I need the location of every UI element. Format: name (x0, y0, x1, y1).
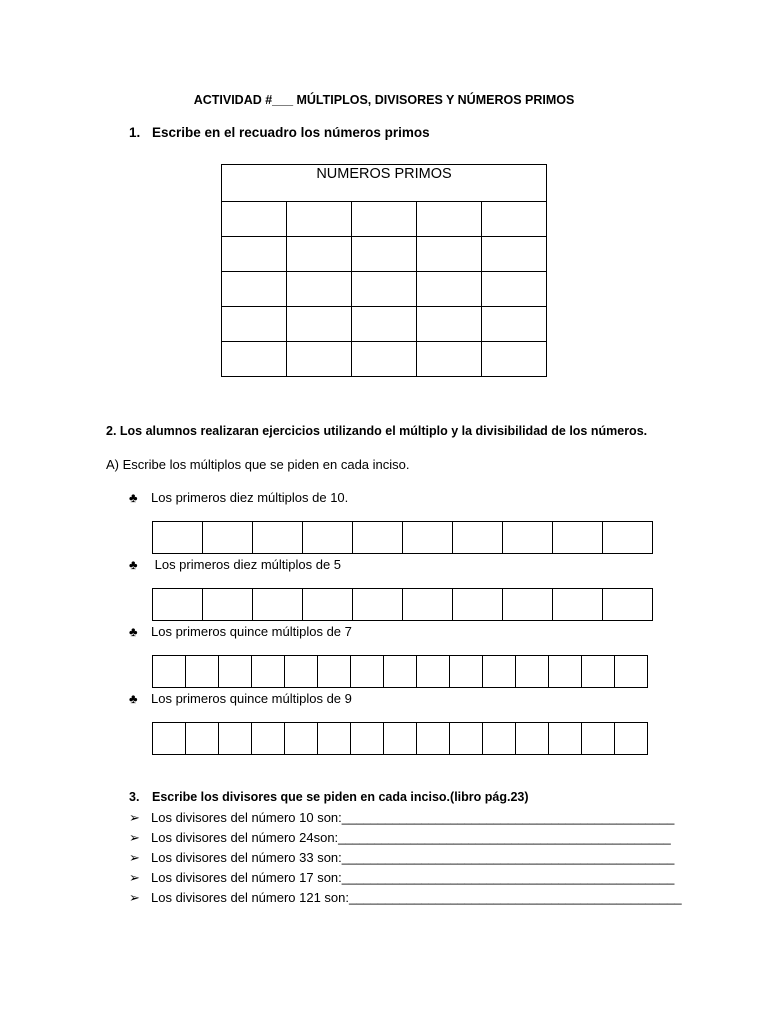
multiple-answer-cell[interactable] (351, 656, 384, 688)
multiple-answer-cell[interactable] (303, 589, 353, 621)
multiple-answer-cell[interactable] (253, 522, 303, 554)
multiple-answer-cell[interactable] (303, 522, 353, 554)
multiple-answer-cell[interactable] (553, 589, 603, 621)
divisors-item: Los divisores del número 17 son:______________________________________________ (151, 870, 675, 885)
multiple-answer-cell[interactable] (553, 522, 603, 554)
prime-answer-cell[interactable] (287, 202, 352, 237)
multiples-grid (152, 521, 653, 554)
arrow-icon: ➢ (129, 810, 140, 825)
prime-answer-cell[interactable] (417, 202, 482, 237)
multiple-answer-cell[interactable] (186, 656, 219, 688)
multiple-answer-cell[interactable] (384, 723, 417, 755)
prime-answer-cell[interactable] (482, 307, 547, 342)
prime-answer-cell[interactable] (352, 237, 417, 272)
primes-table-header: NUMEROS PRIMOS (222, 165, 547, 202)
prime-answer-cell[interactable] (222, 202, 287, 237)
multiple-answer-cell[interactable] (153, 723, 186, 755)
prime-answer-cell[interactable] (482, 202, 547, 237)
prime-answer-cell[interactable] (287, 272, 352, 307)
divisors-item: Los divisores del número 33 son:______________________________________________ (151, 850, 675, 865)
question-3-number: 3. (129, 790, 140, 804)
section-a-instruction: A) Escribe los múltiplos que se piden en cada inciso. (106, 457, 410, 472)
multiple-answer-cell[interactable] (615, 656, 648, 688)
prime-answer-cell[interactable] (222, 272, 287, 307)
divisors-item: Los divisores del número 121 son:______________________________________________ (151, 890, 682, 905)
club-icon: ♣ (129, 490, 138, 505)
arrow-icon: ➢ (129, 890, 140, 905)
multiple-answer-cell[interactable] (582, 656, 615, 688)
prime-answer-cell[interactable] (352, 342, 417, 377)
club-icon: ♣ (129, 557, 138, 572)
page-title: ACTIVIDAD #___ MÚLTIPLOS, DIVISORES Y NÚMEROS PRIMOS (193, 93, 575, 107)
question-3-heading (129, 790, 529, 804)
multiple-answer-cell[interactable] (453, 589, 503, 621)
multiple-answer-cell[interactable] (203, 589, 253, 621)
question-3-text: Escribe los divisores que se piden en cada inciso.(libro pág.23) (152, 790, 529, 804)
prime-answer-cell[interactable] (417, 272, 482, 307)
multiple-answer-cell[interactable] (417, 723, 450, 755)
multiple-answer-cell[interactable] (318, 723, 351, 755)
multiple-answer-cell[interactable] (252, 723, 285, 755)
club-icon: ♣ (129, 624, 138, 639)
prime-answer-cell[interactable] (482, 272, 547, 307)
prime-answer-cell[interactable] (352, 307, 417, 342)
multiple-answer-cell[interactable] (153, 656, 186, 688)
multiple-answer-cell[interactable] (483, 656, 516, 688)
multiple-answer-cell[interactable] (483, 723, 516, 755)
prime-answer-cell[interactable] (287, 237, 352, 272)
prime-answer-cell[interactable] (417, 342, 482, 377)
multiple-answer-cell[interactable] (285, 723, 318, 755)
multiples-grid (152, 722, 648, 755)
multiple-answer-cell[interactable] (285, 656, 318, 688)
question-1-heading (129, 125, 430, 140)
multiple-answer-cell[interactable] (516, 656, 549, 688)
multiple-answer-cell[interactable] (516, 723, 549, 755)
prime-answer-cell[interactable] (352, 202, 417, 237)
prime-answer-cell[interactable] (482, 237, 547, 272)
divisors-item: Los divisores del número 10 son:______________________________________________ (151, 810, 675, 825)
multiple-answer-cell[interactable] (253, 589, 303, 621)
multiple-answer-cell[interactable] (153, 589, 203, 621)
multiple-answer-cell[interactable] (403, 589, 453, 621)
multiple-answer-cell[interactable] (417, 656, 450, 688)
multiple-answer-cell[interactable] (603, 589, 653, 621)
prime-answer-cell[interactable] (287, 307, 352, 342)
question-2-heading: 2. Los alumnos realizaran ejercicios utilizando el múltiplo y la divisibilidad de los números. (106, 424, 648, 438)
multiple-answer-cell[interactable] (403, 522, 453, 554)
question-1-number: 1. (129, 125, 141, 140)
prime-answer-cell[interactable] (287, 342, 352, 377)
multiple-answer-cell[interactable] (384, 656, 417, 688)
multiple-answer-cell[interactable] (353, 589, 403, 621)
multiples-item-label: Los primeros diez múltiplos de 5 (151, 557, 342, 572)
multiple-answer-cell[interactable] (219, 656, 252, 688)
multiples-item-label: Los primeros diez múltiplos de 10. (151, 490, 349, 505)
multiple-answer-cell[interactable] (186, 723, 219, 755)
prime-answer-cell[interactable] (222, 307, 287, 342)
multiple-answer-cell[interactable] (549, 656, 582, 688)
arrow-icon: ➢ (129, 830, 140, 845)
divisors-item: Los divisores del número 24son:______________________________________________ (151, 830, 671, 845)
prime-answer-cell[interactable] (222, 237, 287, 272)
multiples-grid (152, 655, 648, 688)
multiple-answer-cell[interactable] (582, 723, 615, 755)
primes-table (221, 164, 547, 377)
multiples-item-label: Los primeros quince múltiplos de 9 (151, 691, 352, 706)
multiple-answer-cell[interactable] (603, 522, 653, 554)
club-icon: ♣ (129, 691, 138, 706)
multiples-item-label: Los primeros quince múltiplos de 7 (151, 624, 352, 639)
prime-answer-cell[interactable] (417, 307, 482, 342)
multiple-answer-cell[interactable] (351, 723, 384, 755)
multiple-answer-cell[interactable] (219, 723, 252, 755)
arrow-icon: ➢ (129, 850, 140, 865)
multiple-answer-cell[interactable] (453, 522, 503, 554)
multiple-answer-cell[interactable] (503, 522, 553, 554)
question-1-text: Escribe en el recuadro los números primos (152, 125, 430, 140)
multiples-grid (152, 588, 653, 621)
multiple-answer-cell[interactable] (503, 589, 553, 621)
prime-answer-cell[interactable] (222, 342, 287, 377)
arrow-icon: ➢ (129, 870, 140, 885)
multiple-answer-cell[interactable] (318, 656, 351, 688)
prime-answer-cell[interactable] (482, 342, 547, 377)
multiple-answer-cell[interactable] (450, 723, 483, 755)
prime-answer-cell[interactable] (417, 237, 482, 272)
multiple-answer-cell[interactable] (450, 656, 483, 688)
multiple-answer-cell[interactable] (615, 723, 648, 755)
multiple-answer-cell[interactable] (549, 723, 582, 755)
multiple-answer-cell[interactable] (203, 522, 253, 554)
prime-answer-cell[interactable] (352, 272, 417, 307)
multiple-answer-cell[interactable] (353, 522, 403, 554)
multiple-answer-cell[interactable] (153, 522, 203, 554)
multiple-answer-cell[interactable] (252, 656, 285, 688)
